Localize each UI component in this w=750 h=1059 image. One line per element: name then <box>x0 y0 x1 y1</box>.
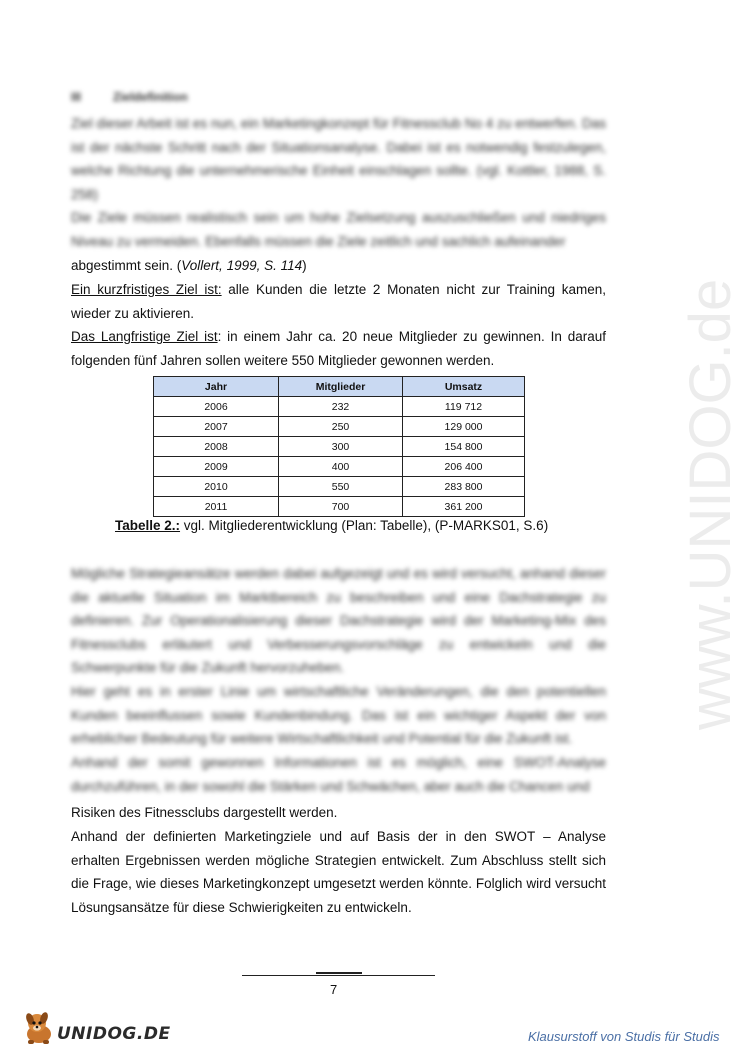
section-number: III <box>71 90 82 104</box>
column-header-mitglieder: Mitglieder <box>279 377 403 397</box>
blurred-strategy-paragraph-1: Mögliche Strategieansätze werden dabei aufgezeigt und es wird versucht, anhand dieser die aktuelle Situation im Marktbereich zu beschreiben und eine Dachstrategie zu definieren. Zur Operationalisierung dieser Dachstrategie wird der Marketing-Mix des Fitnessclubs erläutert und Verbesserungsvorschläge zu entwickeln und die Schwerpunkte für die Zukunft hervorzuheben. <box>71 566 606 675</box>
blurred-strategy-paragraph-3: Anhand der somit gewonnen Informationen ist es möglich, eine SWOT-Analyse durchzuführen, in der sowohl die Stärken und Schwächen, aber auch die Chancen und <box>71 755 606 794</box>
cell-jahr: 2008 <box>154 437 279 457</box>
long-term-label: Das Langfristige Ziel ist <box>71 329 218 344</box>
table-row <box>154 437 525 457</box>
members-table <box>153 376 525 517</box>
long-term-text: : in einem Jahr ca. 20 neue Mitglieder zu gewinnen. In darauf folgenden fünf Jahren sollen weitere 550 Mitglieder gewonnen werden. <box>71 329 606 368</box>
page-number: 7 <box>330 982 338 997</box>
cell-mitglieder: 700 <box>279 497 403 517</box>
dog-logo-icon <box>22 1010 58 1046</box>
cell-umsatz: 154 800 <box>403 437 525 457</box>
table-row <box>154 417 525 437</box>
table-caption <box>115 518 548 533</box>
cell-umsatz: 129 000 <box>403 417 525 437</box>
table-row <box>154 477 525 497</box>
table-row <box>154 497 525 517</box>
blurred-strategy-paragraph-2: Hier geht es in erster Linie um wirtschaftliche Veränderungen, die den potentiellen Kunden beeinflussen sowie Kundenbindung. Das ist ein wichtiger Aspekt der von erheblicher Bedeutung für weitere Wirtschaftlichkeit und Potential für die Zukunft ist. <box>71 684 606 746</box>
citation: Vollert, 1999, S. 114 <box>181 258 303 273</box>
section-heading <box>71 90 188 104</box>
abgestimmt-end: ) <box>302 258 307 273</box>
column-header-jahr: Jahr <box>154 377 279 397</box>
cell-mitglieder: 400 <box>279 457 403 477</box>
cell-umsatz: 283 800 <box>403 477 525 497</box>
short-term-goal <box>71 278 606 325</box>
footer-tagline: Klausurstoff von Studis für Studis <box>528 1029 720 1044</box>
logo-text: UNIDOG.DE <box>57 1024 171 1044</box>
cell-jahr: 2011 <box>154 497 279 517</box>
cell-jahr: 2009 <box>154 457 279 477</box>
watermark-text: www.UNIDOG.de <box>678 278 743 730</box>
caption-label: Tabelle 2.: <box>115 518 181 533</box>
cell-jahr: 2006 <box>154 397 279 417</box>
cell-umsatz: 361 200 <box>403 497 525 517</box>
column-header-umsatz: Umsatz <box>403 377 525 397</box>
table-header-row <box>154 377 525 397</box>
abgestimmt-text: abgestimmt sein. ( <box>71 258 182 273</box>
short-term-label: Ein kurzfristiges Ziel ist: <box>71 282 222 297</box>
cell-jahr: 2010 <box>154 477 279 497</box>
section-title: Zieldefinition <box>113 90 188 104</box>
cell-mitglieder: 232 <box>279 397 403 417</box>
risiken-line: Risiken des Fitnessclubs dargestellt werden. <box>71 805 338 820</box>
cell-umsatz: 119 712 <box>403 397 525 417</box>
blurred-intro-paragraph-2: Die Ziele müssen realistisch sein um hohe Zielsetzung auszuschließen und niedriges Niveau zu vermeiden. Ebenfalls müssen die Ziele zeitlich und sachlich aufeinander <box>71 210 606 249</box>
cell-umsatz: 206 400 <box>403 457 525 477</box>
closing-paragraph: Anhand der definierten Marketingziele und auf Basis der in den SWOT – Analyse erhalten Ergebnissen werden mögliche Strategien entwickelt. Zum Abschluss stellt sich die Frage, wie dieses Marketingkonzept umgesetzt werden könnte. Folglich wird versucht Lösungsansätze für diese Schwierigkeiten zu entwickeln. <box>71 829 606 915</box>
table-row <box>154 457 525 477</box>
long-term-goal <box>71 325 606 372</box>
caption-text: vgl. Mitgliederentwicklung (Plan: Tabelle), (P-MARKS01, S.6) <box>180 518 549 533</box>
cell-mitglieder: 250 <box>279 417 403 437</box>
footer-divider-accent <box>316 972 362 974</box>
watermark <box>612 270 750 740</box>
footer-divider <box>242 975 435 976</box>
abgestimmt-line <box>71 254 606 278</box>
cell-mitglieder: 300 <box>279 437 403 457</box>
table-row <box>154 397 525 417</box>
cell-mitglieder: 550 <box>279 477 403 497</box>
cell-jahr: 2007 <box>154 417 279 437</box>
short-term-text: alle Kunden die letzte 2 Monaten nicht zur Training kamen, wieder zu aktivieren. <box>71 282 606 321</box>
blurred-intro-paragraph-1: Ziel dieser Arbeit ist es nun, ein Marketingkonzept für Fitnessclub No 4 zu entwerfen. Das ist der nächste Schritt nach der Situationsanalyse. Dabei ist es notwendig festzulegen, welche Richtung die unternehmerische Einheit einschlagen sollte. (vgl. Kottler, 1988, S. 258) <box>71 116 606 202</box>
